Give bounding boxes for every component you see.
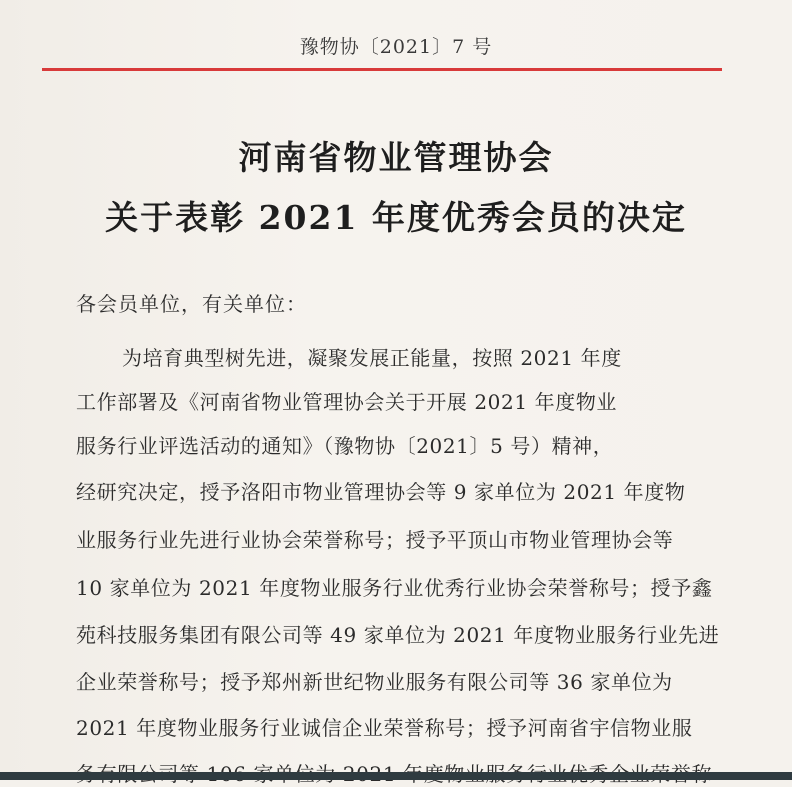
body-line: 10 家单位为 2021 年度物业服务行业优秀行业协会荣誉称号；授予鑫 — [76, 576, 713, 600]
red-header-rule — [42, 68, 722, 71]
document-number: 豫物协〔2021〕7 号 — [299, 36, 493, 58]
document-title-line-1: 河南省物业管理协会 — [238, 138, 554, 177]
body-line: 企业荣誉称号；授予郑州新世纪物业服务有限公司等 36 家单位为 — [76, 670, 673, 694]
body-line: 工作部署及《河南省物业管理协会关于开展 2021 年度物业 — [76, 390, 618, 414]
body-line: 为培育典型树先进，凝聚发展正能量，按照 2021 年度 — [122, 346, 622, 370]
body-line: 苑科技服务集团有限公司等 49 家单位为 2021 年度物业服务行业先进 — [76, 623, 720, 647]
body-line: 2021 年度物业服务行业诚信企业荣誉称号；授予河南省宇信物业服 — [76, 716, 693, 740]
document-title-line-2: 关于表彰 2021 年度优秀会员的决定 — [105, 198, 687, 237]
body-line: 业服务行业先进行业协会荣誉称号；授予平顶山市物业管理协会等 — [76, 528, 674, 552]
salutation: 各会员单位，有关单位： — [76, 292, 307, 316]
bottom-bar — [0, 772, 792, 780]
body-line: 服务行业评选活动的通知》（豫物协〔2021〕5 号）精神， — [76, 434, 614, 458]
body-line: 经研究决定，授予洛阳市物业管理协会等 9 家单位为 2021 年度物 — [76, 480, 686, 504]
